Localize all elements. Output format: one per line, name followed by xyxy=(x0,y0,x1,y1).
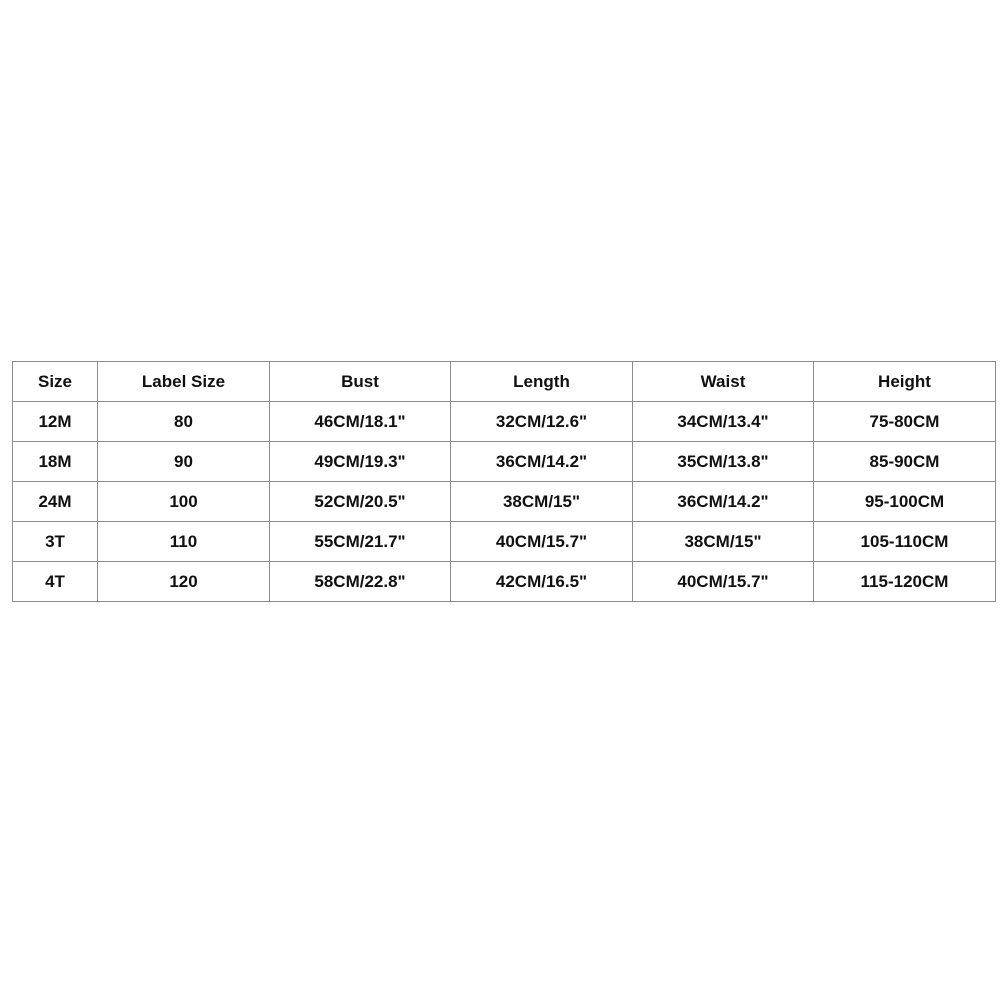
cell-bust: 58CM/22.8" xyxy=(270,562,451,602)
cell-height: 95-100CM xyxy=(814,482,996,522)
cell-waist: 34CM/13.4" xyxy=(633,402,814,442)
cell-label-size: 120 xyxy=(98,562,270,602)
cell-size: 4T xyxy=(13,562,98,602)
table-row xyxy=(13,562,996,602)
cell-bust: 49CM/19.3" xyxy=(270,442,451,482)
table-row xyxy=(13,522,996,562)
header-label-size: Label Size xyxy=(98,362,270,402)
cell-size: 24M xyxy=(13,482,98,522)
cell-waist: 38CM/15" xyxy=(633,522,814,562)
cell-height: 105-110CM xyxy=(814,522,996,562)
cell-waist: 36CM/14.2" xyxy=(633,482,814,522)
cell-length: 42CM/16.5" xyxy=(451,562,633,602)
cell-bust: 46CM/18.1" xyxy=(270,402,451,442)
table-row xyxy=(13,482,996,522)
cell-height: 115-120CM xyxy=(814,562,996,602)
cell-waist: 35CM/13.8" xyxy=(633,442,814,482)
cell-height: 85-90CM xyxy=(814,442,996,482)
header-height: Height xyxy=(814,362,996,402)
cell-length: 32CM/12.6" xyxy=(451,402,633,442)
cell-length: 36CM/14.2" xyxy=(451,442,633,482)
size-chart-table xyxy=(12,361,996,602)
cell-length: 40CM/15.7" xyxy=(451,522,633,562)
header-size: Size xyxy=(13,362,98,402)
cell-size: 3T xyxy=(13,522,98,562)
cell-size: 12M xyxy=(13,402,98,442)
cell-size: 18M xyxy=(13,442,98,482)
cell-height: 75-80CM xyxy=(814,402,996,442)
cell-waist: 40CM/15.7" xyxy=(633,562,814,602)
cell-bust: 52CM/20.5" xyxy=(270,482,451,522)
cell-label-size: 100 xyxy=(98,482,270,522)
cell-label-size: 90 xyxy=(98,442,270,482)
cell-label-size: 80 xyxy=(98,402,270,442)
header-bust: Bust xyxy=(270,362,451,402)
table-row xyxy=(13,402,996,442)
cell-bust: 55CM/21.7" xyxy=(270,522,451,562)
cell-label-size: 110 xyxy=(98,522,270,562)
header-length: Length xyxy=(451,362,633,402)
cell-length: 38CM/15" xyxy=(451,482,633,522)
header-row xyxy=(13,362,996,402)
header-waist: Waist xyxy=(633,362,814,402)
table-row xyxy=(13,442,996,482)
